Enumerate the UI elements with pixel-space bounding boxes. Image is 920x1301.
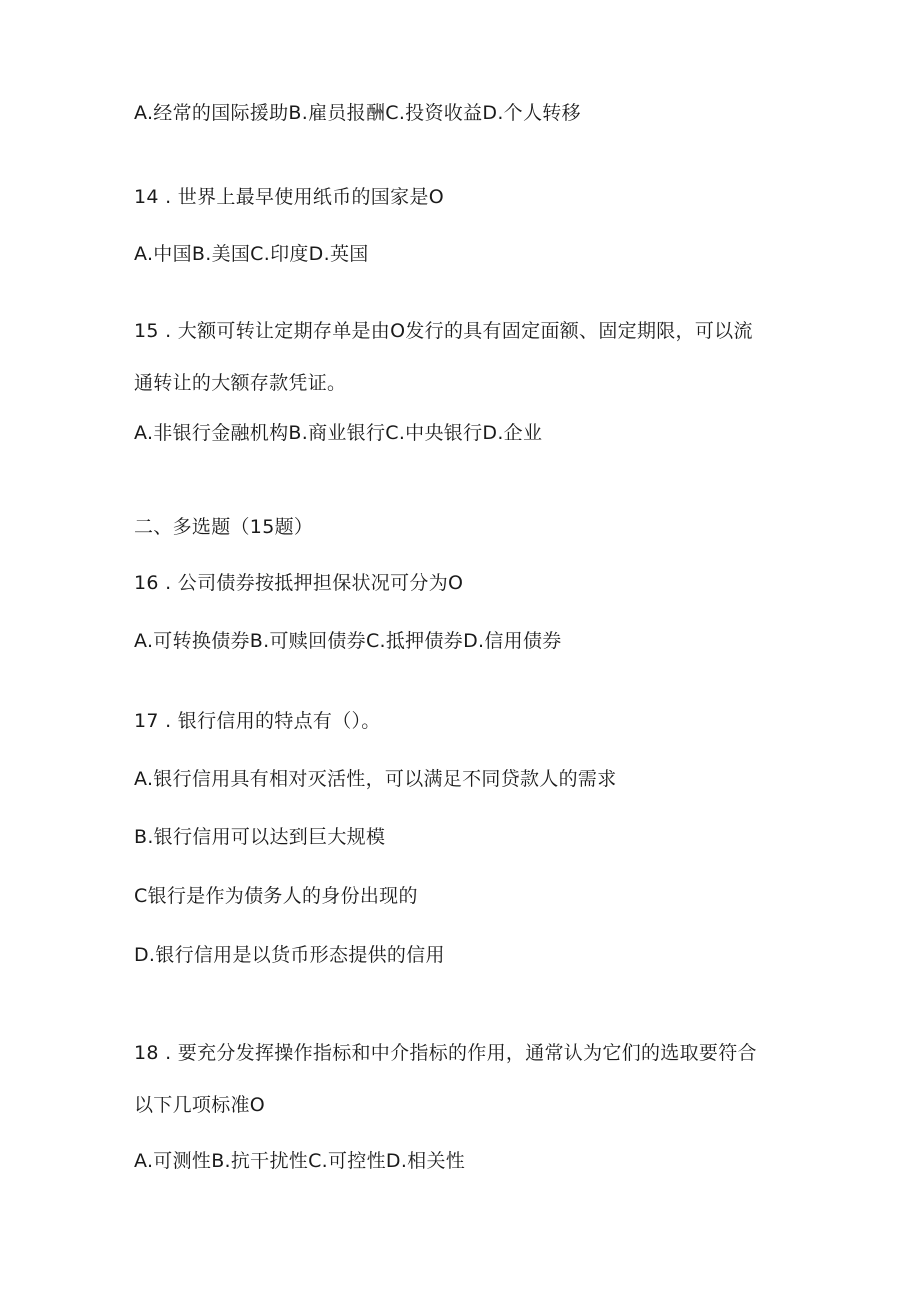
q18-question-line1: 18 . 要充分发挥操作指标和中介指标的作用，通常认为它们的选取要符合 xyxy=(134,1042,757,1064)
q18-options: A.可测性B.抗干扰性C.可控性D.相关性 xyxy=(134,1150,466,1172)
q15-question-line2: 通转让的大额存款凭证。 xyxy=(134,372,347,394)
q17-question: 17 . 银行信用的特点有（）。 xyxy=(134,710,381,732)
q16-options: A.可转换债券B.可赎回债券C.抵押债券D.信用债券 xyxy=(134,630,562,652)
q14-question: 14 . 世界上最早使用纸币的国家是O xyxy=(134,186,444,208)
q17-option-c: C银行是作为债务人的身份出现的 xyxy=(134,885,418,907)
section-heading-multiple-choice: 二、多选题（15题） xyxy=(134,516,314,538)
q15-options: A.非银行金融机构B.商业银行C.中央银行D.企业 xyxy=(134,422,543,444)
q15-question-line1: 15 . 大额可转让定期存单是由O发行的具有固定面额、固定期限，可以流 xyxy=(134,320,753,342)
q14-options: A.中国B.美国C.印度D.英国 xyxy=(134,243,369,265)
q18-question-line2: 以下几项标准O xyxy=(134,1094,266,1116)
q16-question: 16 . 公司债券按抵押担保状况可分为O xyxy=(134,572,464,594)
q13-options: A.经常的国际援助B.雇员报酬C.投资收益D.个人转移 xyxy=(134,102,581,124)
q17-option-a: A.银行信用具有相对灭活性，可以满足不同贷款人的需求 xyxy=(134,768,617,790)
q17-option-d: D.银行信用是以货币形态提供的信用 xyxy=(134,944,445,966)
q17-option-b: B.银行信用可以达到巨大规模 xyxy=(134,826,386,848)
